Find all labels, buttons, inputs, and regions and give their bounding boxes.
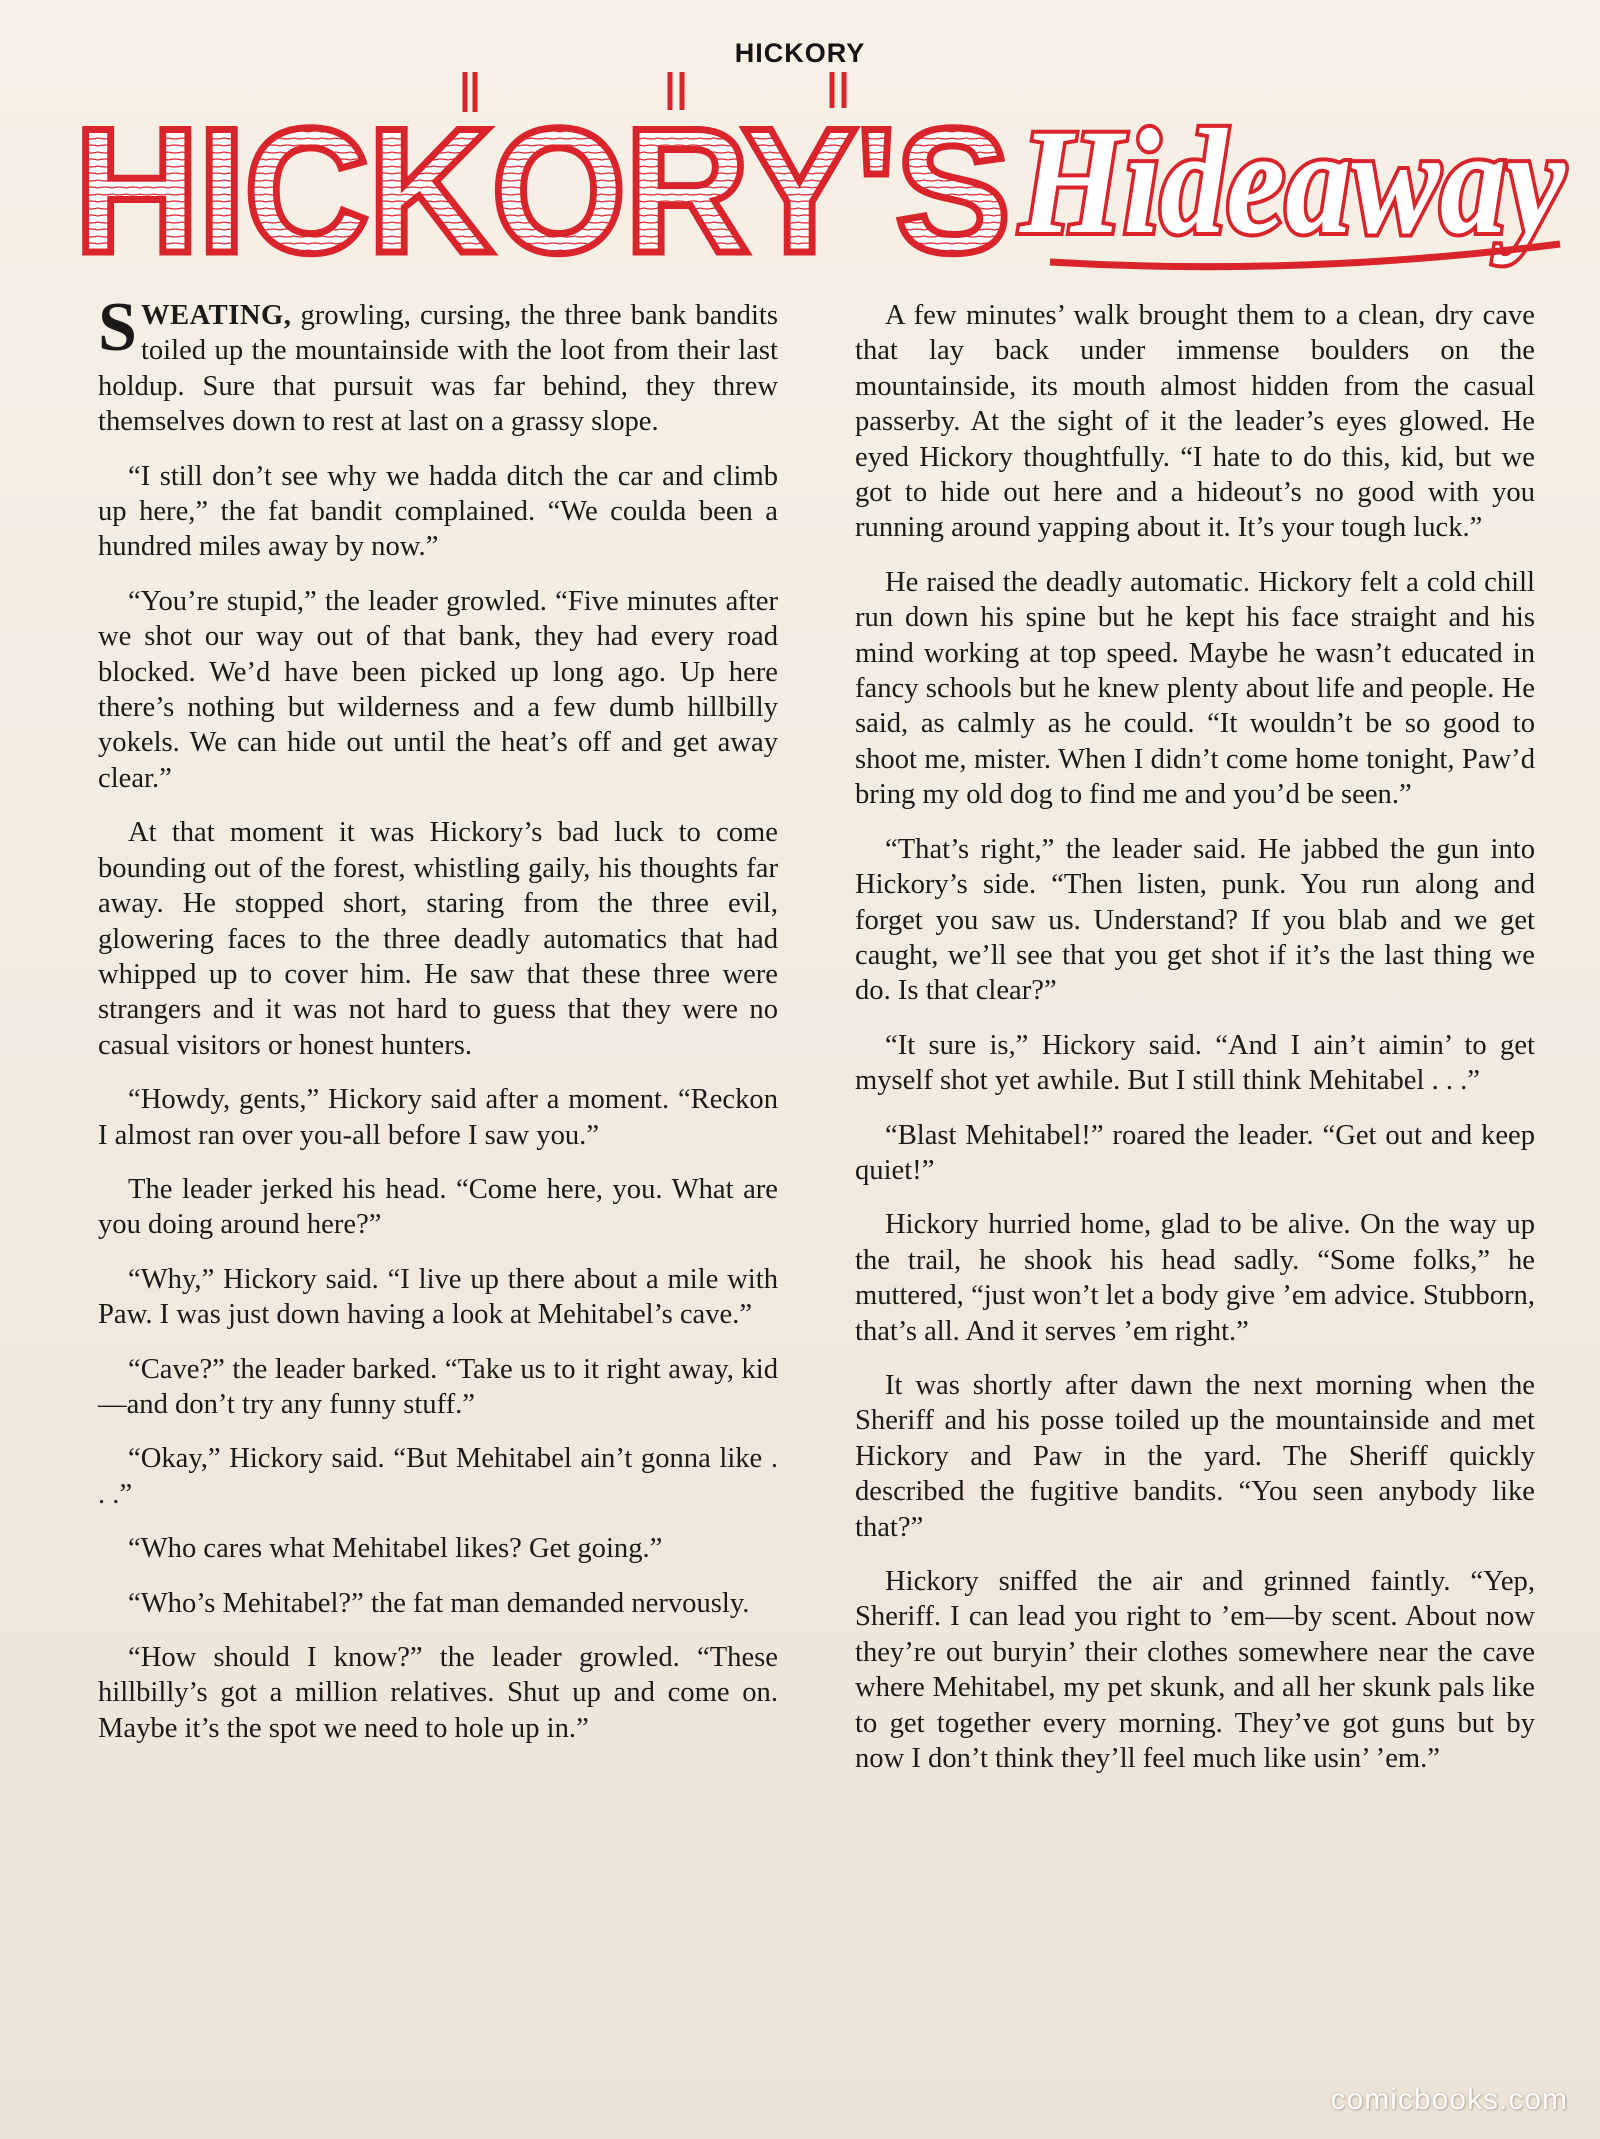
paragraph: Hickory hurried home, glad to be alive. On the way up the trail, he shook his head sadly. “Some folks,” he muttered, “just won’t let a body give ’em advice. Stubborn, that’s all. And it serves ’em right.” <box>855 1209 1535 1347</box>
running-head: HICKORY <box>734 38 866 68</box>
paragraph: “How should I know?” the leader growled. “These hillbilly’s got a million relatives. Shut up and come on. Maybe it’s the spot we need to hole up in.” <box>98 1642 778 1744</box>
title-main-text: HICKORY'S <box>74 91 1009 290</box>
paragraph <box>98 289 778 440</box>
paragraph: He raised the deadly automatic. Hickory felt a cold chill run down his spine but he kept his face straight and his mind working at top speed. Maybe he wasn’t educated in fancy schools but he knew plenty about life and people. He said, as calmly as he could. “It wouldn’t be so good to shoot me, mister. When I didn’t come home tonight, Paw’d bring my old dog to find me and you’d be seen.” <box>855 566 1535 811</box>
paragraph: “Why,” Hickory said. “I live up there about a mile with Paw. I was just down having a look at Mehitabel’s cave.” <box>98 1263 778 1331</box>
story-column-left <box>98 289 778 1765</box>
paragraph: “That’s right,” the leader said. He jabbed the gun into Hickory’s side. “Then listen, punk. You run along and forget you saw us. Understand? If you blab and we get caught, we’ll see that you get shot if it’s the last thing we do. Is that clear?” <box>855 833 1535 1007</box>
paragraph: “I still don’t see why we hadda ditch the car and climb up here,” the fat bandit complained. “We coulda been a hundred miles away by now.” <box>98 460 778 563</box>
paragraph: A few minutes’ walk brought them to a clean, dry cave that lay back under immense boulders on the mountainside, its mouth almost hidden from the casual passerby. At the sight of it the leader’s eyes glowed. He eyed Hickory thoughtfully. “I hate to do this, kid, but we got to hide out here and a hideout’s no good with you running around yapping about it. It’s your tough luck.” <box>855 300 1535 544</box>
drop-cap: S <box>98 289 137 366</box>
story-title <box>70 72 1570 290</box>
paragraph-text: growling, cursing, the three bank bandits toiled up the mountainside with the loot from their last holdup. Sure that pursuit was far behind, they threw themselves down to rest at last on a grassy slope. <box>98 300 778 438</box>
paragraph: “It sure is,” Hickory said. “And I ain’t aimin’ to get myself shot yet awhile. But I still think Mehitabel . . .” <box>855 1029 1535 1097</box>
paragraph: “Cave?” the leader barked. “Take us to it right away, kid—and don’t try any funny stuff.” <box>98 1353 778 1420</box>
title-script-text: Hideaway <box>1018 99 1567 265</box>
paragraph: It was shortly after dawn the next morning when the Sheriff and his posse toiled up the mountainside and met Hickory and Paw in the yard. The Sheriff quickly described the fugitive bandits. “You seen anybody like that?” <box>855 1369 1535 1543</box>
paragraph: Hickory sniffed the air and grinned faintly. “Yep, Sheriff. I can lead you right to ’em—by scent. About now they’re out buryin’ their clothes somewhere near the cave where Mehitabel, my pet skunk, and all her skunk pals like to get together every morning. They’ve got guns but by now I don’t think they’ll feel much like usin’ ’em.” <box>855 1566 1535 1775</box>
paragraph: “Howdy, gents,” Hickory said after a moment. “Reckon I almost ran over you-all before I saw you.” <box>98 1084 778 1151</box>
paragraph: At that moment it was Hickory’s bad luck to come bounding out of the forest, whistling gaily, his thoughts far away. He stopped short, staring from the three evil, glowering faces to the three deadly automatics that had whipped up to cover him. He saw that these three were strangers and it was not hard to guess that they were no casual visitors or honest hunters. <box>98 817 778 1061</box>
paragraph: The leader jerked his head. “Come here, you. What are you doing around here?” <box>98 1173 778 1241</box>
title-logo-graphic <box>70 72 1570 290</box>
watermark: comicbooks.com <box>1330 2083 1568 2116</box>
story-column-right <box>855 298 1535 1795</box>
paragraph: “Blast Mehitabel!” roared the leader. “Get out and keep quiet!” <box>855 1119 1535 1186</box>
paragraph: “Okay,” Hickory said. “But Mehitabel ain’t gonna like . . .” <box>98 1443 778 1510</box>
paragraph: “Who’s Mehitabel?” the fat man demanded nervously. <box>128 1587 750 1619</box>
paragraph: “You’re stupid,” the leader growled. “Five minutes after we shot our way out of that bank, they had every road blocked. We’d have been picked up long ago. Up here there’s nothing but wilderness and a few dumb hillbilly yokels. We can hide out until the heat’s off and get away clear.” <box>98 585 778 794</box>
lead-word: WEATING, <box>140 300 292 331</box>
paragraph: “Who cares what Mehitabel likes? Get going.” <box>128 1533 663 1565</box>
